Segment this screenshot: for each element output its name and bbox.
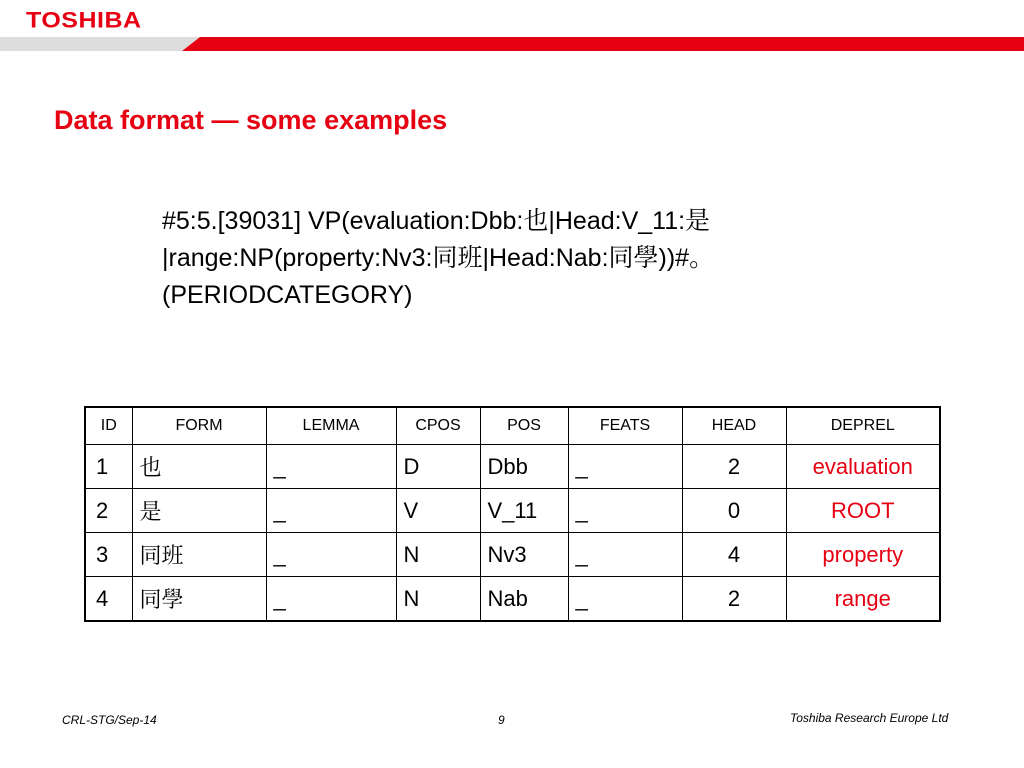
cell-feats: _ [568, 533, 682, 577]
column-header-head: HEAD [682, 407, 786, 445]
cell-id: 3 [85, 533, 132, 577]
cell-lemma: _ [266, 577, 396, 622]
column-header-lemma: LEMMA [266, 407, 396, 445]
example-line-2: |range:NP(property:Nv3:同班|Head:Nab:同學))#。 [162, 244, 715, 272]
slide-title: Data format — some examples [54, 105, 448, 135]
cell-feats: _ [568, 489, 682, 533]
table-row [85, 577, 940, 622]
example-annotation [162, 203, 714, 314]
example-line-1: #5:5.[39031] VP(evaluation:Dbb:也|Head:V_11:是 [162, 207, 711, 235]
cell-id: 1 [85, 445, 132, 489]
cell-form: 也 [132, 445, 266, 489]
footer-page-number: 9 [498, 713, 505, 727]
table-header-row [85, 407, 940, 445]
cell-deprel: property [786, 533, 940, 577]
example-line-3: (PERIODCATEGORY) [162, 281, 413, 309]
cell-deprel: range [786, 577, 940, 622]
cell-cpos: N [396, 577, 480, 622]
cell-feats: _ [568, 577, 682, 622]
column-header-deprel: DEPREL [786, 407, 940, 445]
table-row [85, 445, 940, 489]
cell-cpos: N [396, 533, 480, 577]
cell-pos: Dbb [480, 445, 568, 489]
footer-date-code: CRL-STG/Sep-14 [62, 713, 157, 727]
cell-pos: V_11 [480, 489, 568, 533]
cell-head: 0 [682, 489, 786, 533]
cell-lemma: _ [266, 445, 396, 489]
cell-lemma: _ [266, 533, 396, 577]
cell-feats: _ [568, 445, 682, 489]
cell-deprel: evaluation [786, 445, 940, 489]
cell-lemma: _ [266, 489, 396, 533]
cell-head: 4 [682, 533, 786, 577]
column-header-feats: FEATS [568, 407, 682, 445]
conll-table [84, 406, 941, 622]
column-header-pos: POS [480, 407, 568, 445]
header-accent-bar [0, 37, 1024, 51]
footer-company: Toshiba Research Europe Ltd [790, 711, 949, 725]
cell-form: 同學 [132, 577, 266, 622]
toshiba-logo: TOSHIBA [26, 8, 142, 33]
table-row [85, 533, 940, 577]
cell-id: 4 [85, 577, 132, 622]
header-gray-band [0, 37, 200, 51]
cell-head: 2 [682, 577, 786, 622]
cell-id: 2 [85, 489, 132, 533]
cell-form: 是 [132, 489, 266, 533]
column-header-cpos: CPOS [396, 407, 480, 445]
cell-deprel: ROOT [786, 489, 940, 533]
cell-cpos: V [396, 489, 480, 533]
cell-cpos: D [396, 445, 480, 489]
cell-form: 同班 [132, 533, 266, 577]
header-red-band [182, 37, 1024, 51]
column-header-id: ID [85, 407, 132, 445]
column-header-form: FORM [132, 407, 266, 445]
cell-pos: Nv3 [480, 533, 568, 577]
table-row [85, 489, 940, 533]
cell-head: 2 [682, 445, 786, 489]
cell-pos: Nab [480, 577, 568, 622]
